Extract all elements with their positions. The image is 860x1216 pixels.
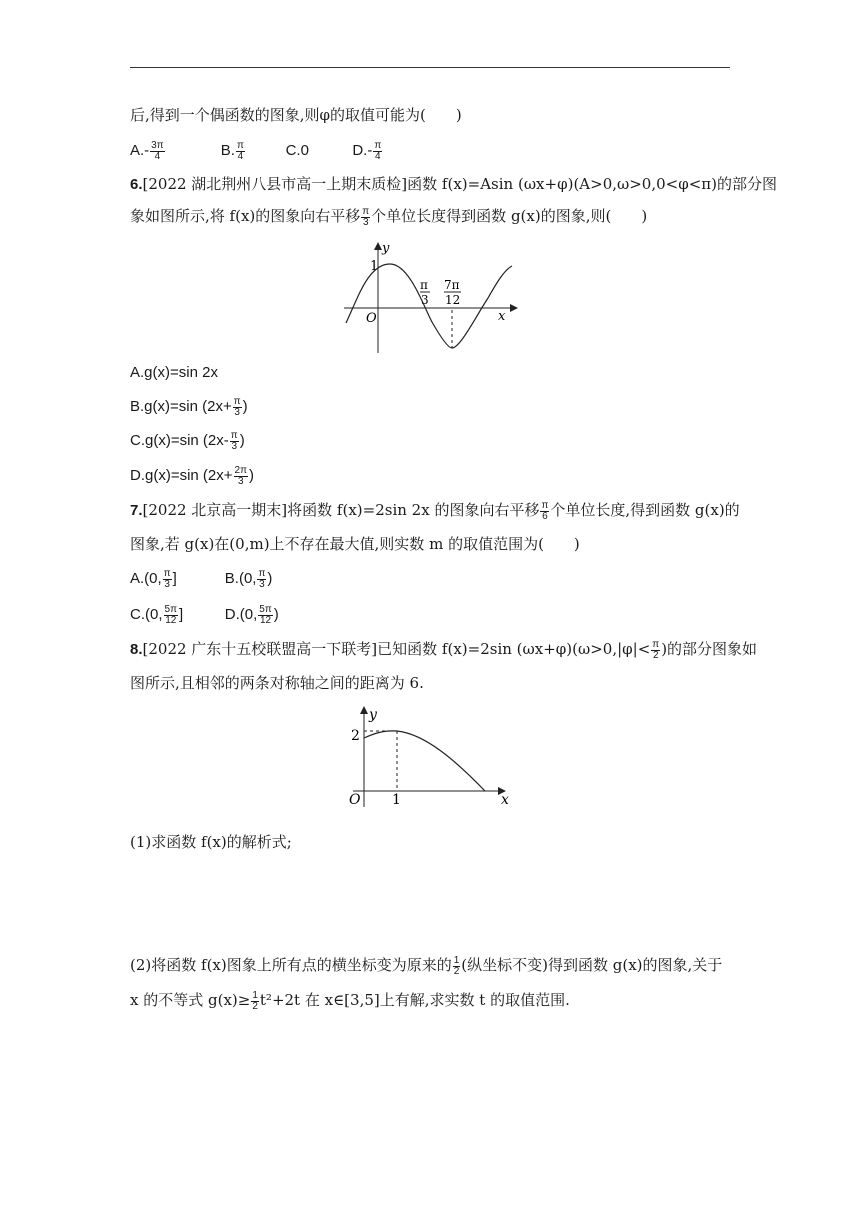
q8-part1: (1)求函数 f(x)的解析式;	[130, 833, 292, 851]
q8-y-tick-label: 2	[351, 728, 360, 744]
q6-x-tick2-den: 12	[445, 293, 461, 307]
header-rule	[130, 67, 730, 68]
q7-option-a: A.(0, $\frac{\pi}{3}$ ]	[130, 567, 177, 590]
q6-x-label: x	[498, 309, 506, 324]
q8-y-label: y	[369, 707, 377, 723]
q8-sine-graph	[345, 704, 520, 809]
q8-stem-line2: 图所示,且相邻的两条对称轴之间的距离为 6.	[130, 674, 424, 692]
q5-option-b: B. $\frac{\pi}{4}$	[220, 139, 244, 162]
q6-option-c: C.g(x)=sin (2x- $\frac{\pi}{3}$ )	[130, 429, 245, 452]
q6-option-a: A.g(x)=sin 2x	[130, 364, 218, 381]
q7-options-row1	[130, 568, 272, 590]
q5-option-c: C.0	[285, 142, 309, 159]
q5-option-a: A.- $\frac{3\pi}{4}$	[130, 139, 164, 162]
q7-options-row2	[130, 604, 279, 626]
q6-x-tick2-num: 7π	[444, 278, 460, 292]
q8-stem-line1: 8.[2022 广东十五校联盟高一下联考]已知函数 f(x)=2sin (ωx+φ)(ω>0,|φ|< $\frac{\pi}{2}$ )的部分图象如	[130, 638, 758, 661]
q8-curve	[364, 731, 485, 791]
q6-y-label: y	[382, 241, 390, 256]
q6-x-tick1-num: π	[420, 278, 428, 292]
q5-stem-tail: 后,得到一个偶函数的图象,则φ的取值可能为( )	[130, 106, 462, 124]
q8-part2-line1: (2)将函数 f(x)图象上所有点的横坐标变为原来的 $\frac{1}{2}$ (纵坐标不变)得到函数 g(x)的图象,关于	[130, 954, 723, 977]
q6-x-tick1-den: 3	[421, 293, 429, 307]
q7-stem-line1: 7.[2022 北京高一期末]将函数 f(x)=2sin 2x 的图象向右平移 $\frac{\pi}{6}$ 个单位长度,得到函数 g(x)的	[130, 499, 740, 522]
q8-part2-line2: x 的不等式 g(x)≥ $\frac{1}{2}$ t²+2t 在 x∈[3,5]上有解,求实数 t 的取值范围.	[130, 989, 570, 1012]
q6-origin-label: O	[366, 311, 377, 326]
q8-y-arrow	[360, 706, 368, 714]
q6-stem-line1: 6.[2022 湖北荆州八县市高一上期末质检]函数 f(x)=Asin (ωx+φ)(A>0,ω>0,0<φ<π)的部分图	[130, 175, 778, 193]
q7-option-d: D.(0, $\frac{5\pi}{12}$ )	[224, 603, 279, 626]
q6-curve	[346, 264, 512, 348]
q5-option-d: D.- $\frac{\pi}{4}$	[352, 139, 382, 162]
q6-option-b: B.g(x)=sin (2x+ $\frac{\pi}{3}$ )	[130, 395, 248, 418]
q6-y-tick-label: 1	[370, 259, 379, 274]
q8-x-tick-label: 1	[392, 792, 401, 808]
q5-options	[130, 140, 383, 162]
q8-x-label: x	[501, 792, 509, 808]
q8-origin-label: O	[349, 792, 361, 808]
q6-stem-line2: 象如图所示,将 f(x)的图象向右平移 $\frac{\pi}{3}$ 个单位长度得到函数 g(x)的图象,则( )	[130, 205, 648, 228]
q7-option-c: C.(0, $\frac{5\pi}{12}$ ]	[130, 603, 184, 626]
q6-sine-graph	[340, 238, 520, 358]
q6-option-d: D.g(x)=sin (2x+ $\frac{2\pi}{3}$ )	[130, 464, 255, 487]
q6-y-arrow	[374, 242, 382, 250]
q7-stem-line2: 图象,若 g(x)在(0,m)上不存在最大值,则实数 m 的取值范围为( )	[130, 535, 580, 553]
q6-x-arrow	[510, 304, 518, 312]
q7-option-b: B.(0, $\frac{\pi}{3}$ )	[224, 567, 273, 590]
